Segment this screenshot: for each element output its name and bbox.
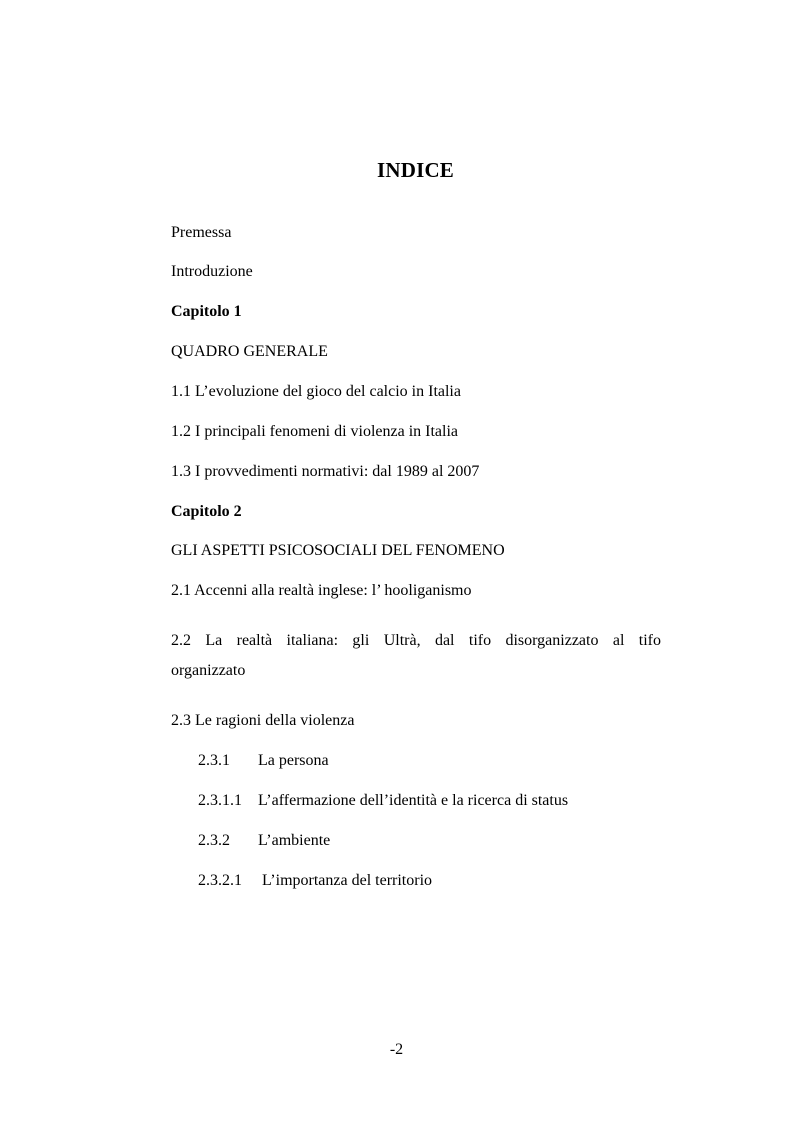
toc-subentry-2-3-2-1 <box>198 871 432 891</box>
toc-chapter-2-title: GLI ASPETTI PSICOSOCIALI DEL FENOMENO <box>171 542 505 559</box>
toc-subentry-2-3-1 <box>198 751 329 771</box>
toc-entry-2-2: 2.2 La realtà italiana: gli Ultrà, dal tifo disorganizzato al tifo <box>171 632 661 649</box>
toc-subentry-label: L’affermazione dell’identità e la ricerca di status <box>258 792 569 809</box>
toc-chapter-1-heading: Capitolo 1 <box>171 303 242 320</box>
page-title: INDICE <box>376 158 455 182</box>
toc-subentry-label: L’importanza del territorio <box>258 872 433 889</box>
toc-entry-1-1: 1.1 L’evoluzione del gioco del calcio in Italia <box>171 383 461 400</box>
toc-entry-2-3: 2.3 Le ragioni della violenza <box>171 712 355 729</box>
toc-entry-premessa: Premessa <box>171 224 232 241</box>
page-number: -2 <box>389 1041 404 1058</box>
toc-subentry-number: 2.3.2 <box>198 832 230 849</box>
toc-entry-2-1: 2.1 Accenni alla realtà inglese: l’ hooliganismo <box>171 582 472 599</box>
toc-entry-1-2: 1.2 I principali fenomeni di violenza in Italia <box>171 423 459 440</box>
toc-subentry-number: 2.3.1 <box>198 752 230 769</box>
toc-entry-1-3: 1.3 I provvedimenti normativi: dal 1989 al 2007 <box>171 463 480 480</box>
toc-chapter-2-heading: Capitolo 2 <box>171 503 242 520</box>
toc-subentry-number: 2.3.1.1 <box>198 792 242 809</box>
toc-subentry-2-3-1-1 <box>198 791 568 811</box>
toc-entry-introduzione: Introduzione <box>171 263 253 280</box>
toc-subentry-number: 2.3.2.1 <box>198 872 242 889</box>
toc-entry-2-2-continuation: organizzato <box>171 662 246 679</box>
toc-subentry-2-3-2 <box>198 831 330 851</box>
toc-chapter-1-title: QUADRO GENERALE <box>171 343 328 360</box>
toc-subentry-label: L’ambiente <box>258 832 331 849</box>
toc-subentry-label: La persona <box>258 752 329 769</box>
